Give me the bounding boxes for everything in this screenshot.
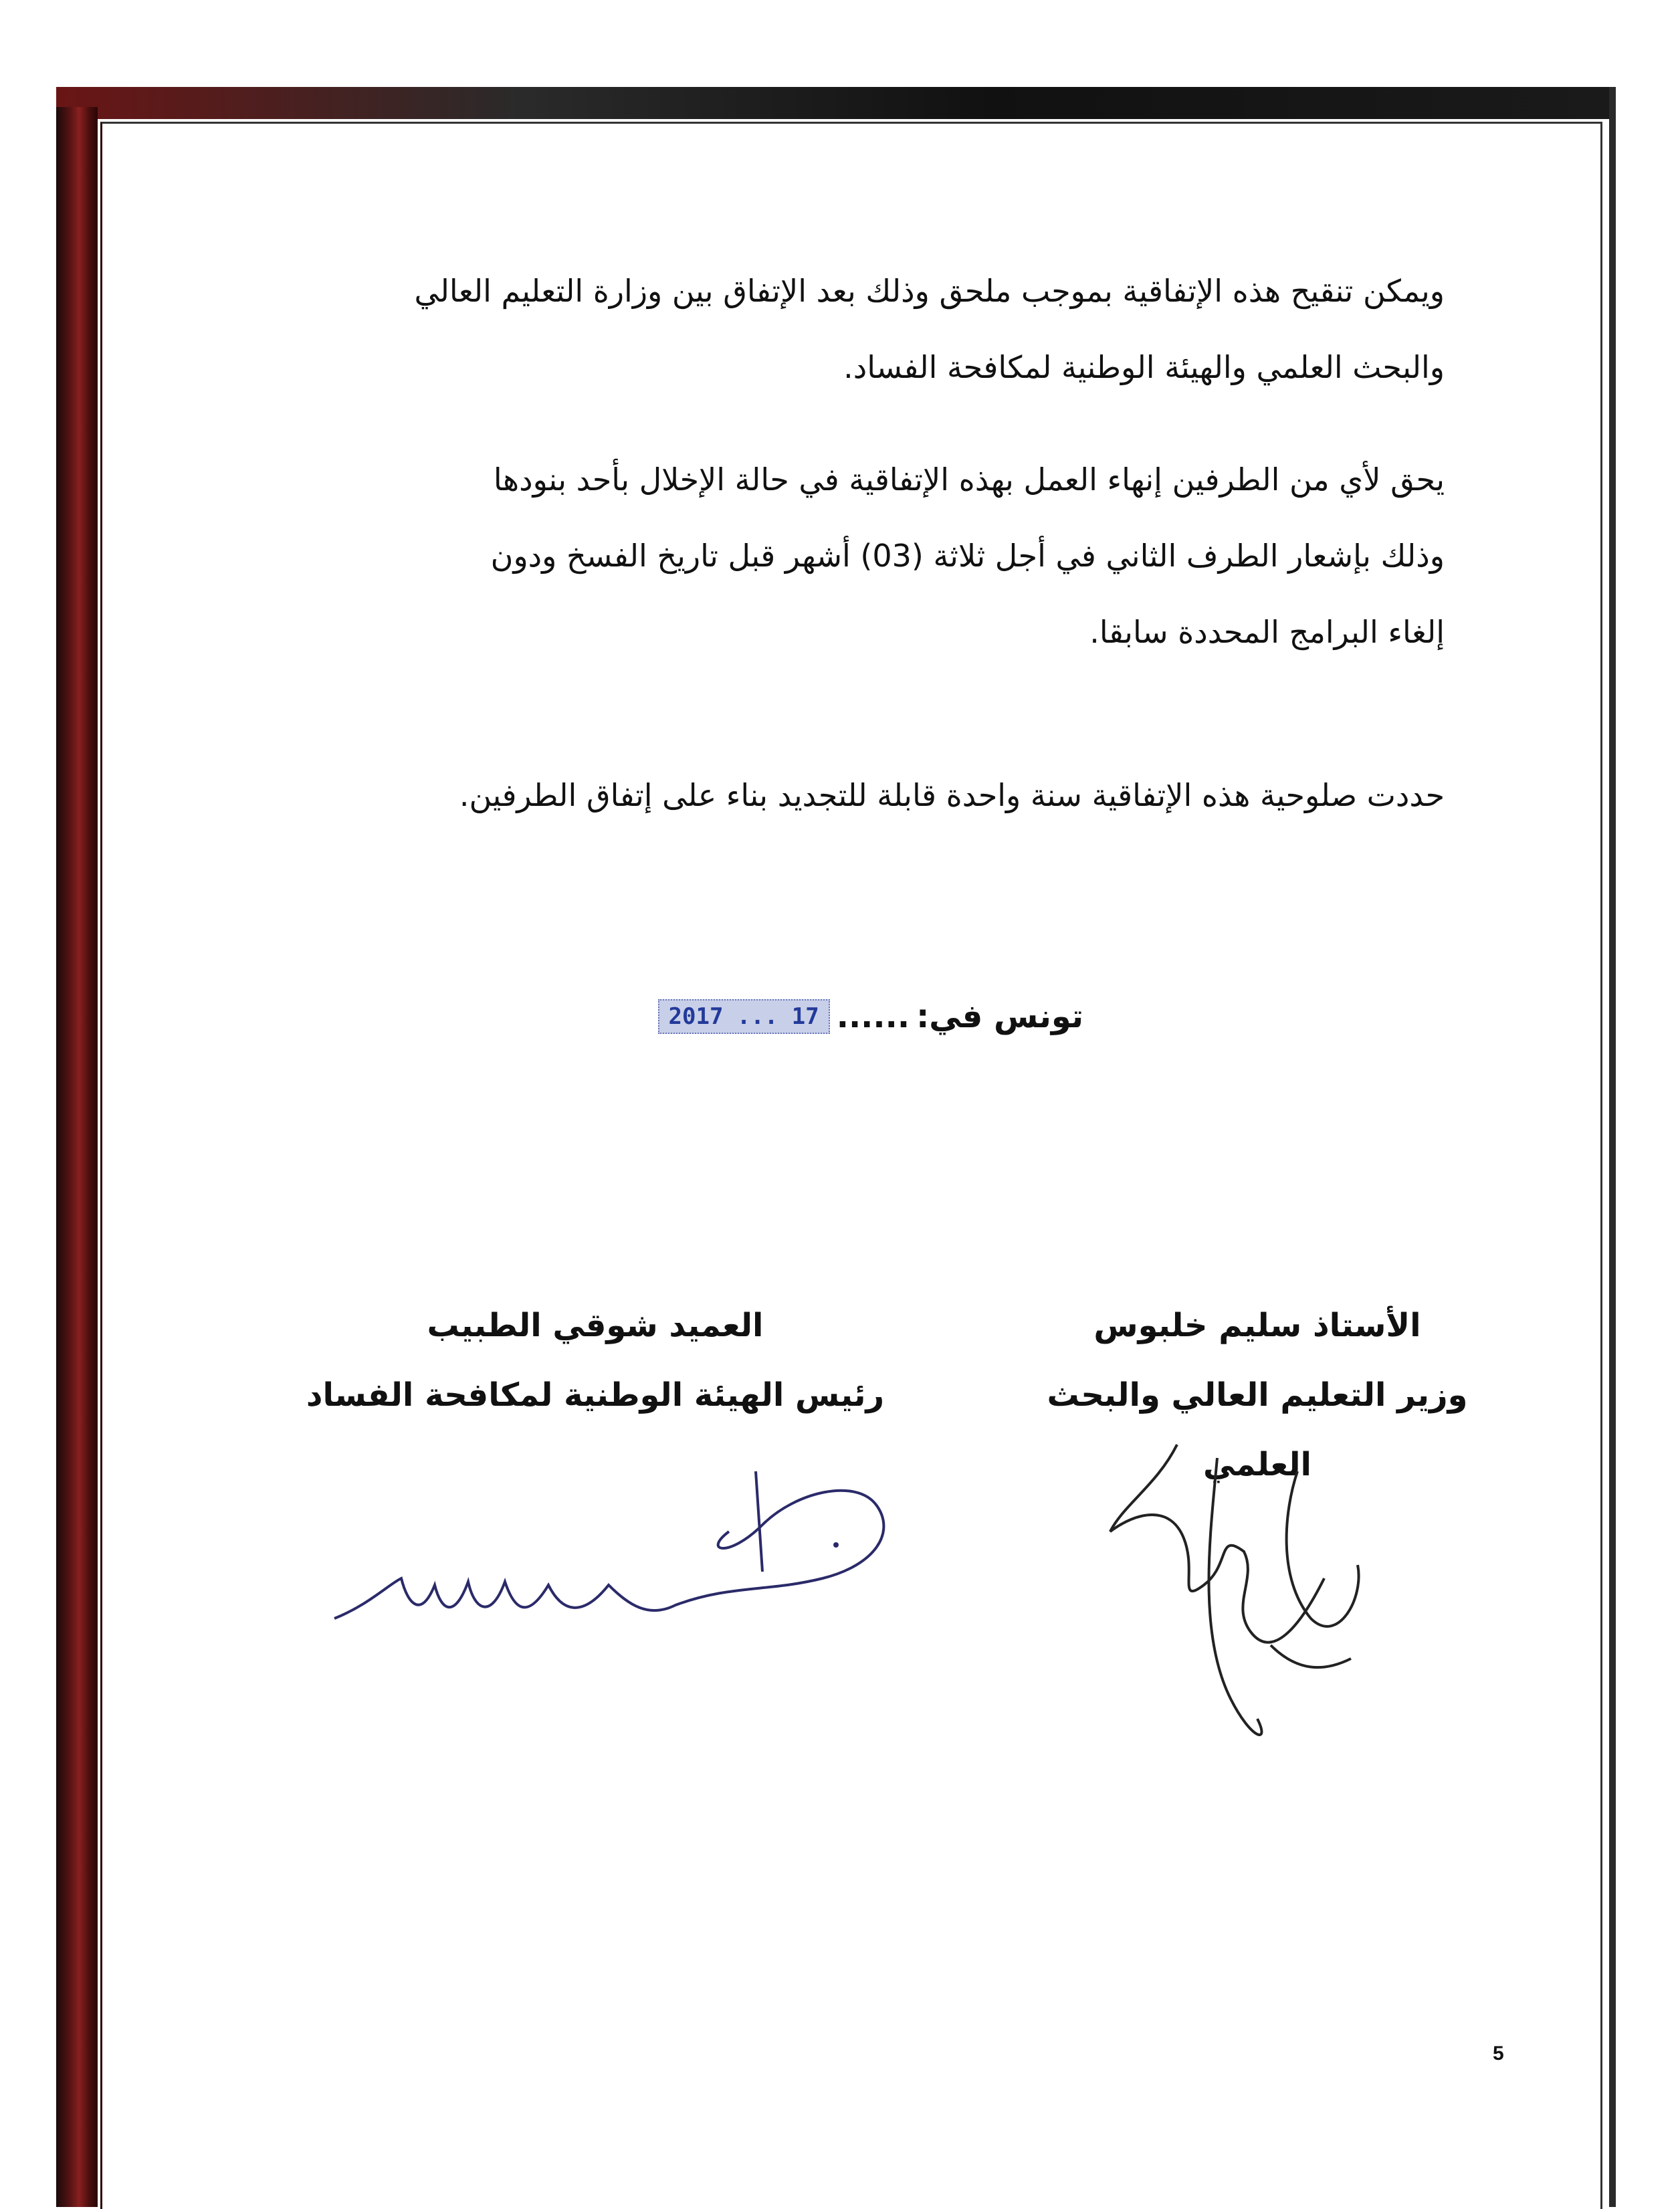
signature-left (328, 1451, 916, 1652)
signatory-title: رئيس الهيئة الوطنية لمكافحة الفساد (306, 1376, 885, 1414)
date-dots: ...... (836, 998, 910, 1035)
text-line: والبحث العلمي والهيئة الوطنية لمكافحة الفساد. (843, 349, 1445, 385)
text-line: وذلك بإشعار الطرف الثاني في أجل ثلاثة (03) أشهر قبل تاريخ الفسخ ودون (490, 538, 1445, 574)
date-line (615, 990, 1083, 1043)
signature-right (1097, 1431, 1378, 1752)
date-stamp: 2017 ... 17 (658, 999, 830, 1034)
page-number: 5 (1493, 2042, 1504, 2065)
paragraph-termination (254, 441, 1445, 670)
text-line: يحق لأي من الطرفين إنهاء العمل بهذه الإتفاقية في حالة الإخلال بأحد بنودها (493, 461, 1445, 498)
page-frame (100, 122, 1602, 2209)
paragraph-validity (254, 757, 1445, 833)
signatory-anti-corruption (294, 1291, 896, 1430)
date-label: تونس في: (916, 998, 1083, 1035)
text-line: ويمكن تنقيح هذه الإتفاقية بموجب ملحق وذلك بعد الإتفاق بين وزارة التعليم العالي (414, 273, 1445, 309)
paragraph-amendment (254, 253, 1445, 405)
text-line: حددت صلوحية هذه الإتفاقية سنة واحدة قابلة للتجديد بناء على إتفاق الطرفين. (459, 777, 1445, 813)
text-line: إلغاء البرامج المحددة سابقا. (1089, 614, 1445, 650)
signatory-name: الأستاذ سليم خلبوس (1093, 1307, 1421, 1344)
frame-top-bar (56, 87, 1614, 119)
frame-left-bar (56, 107, 98, 2207)
frame-right-edge (1609, 87, 1616, 2207)
signatory-title: وزير التعليم العالي والبحث العلمي (1047, 1376, 1468, 1483)
signatory-name: العميد شوقي الطبيب (427, 1307, 764, 1344)
